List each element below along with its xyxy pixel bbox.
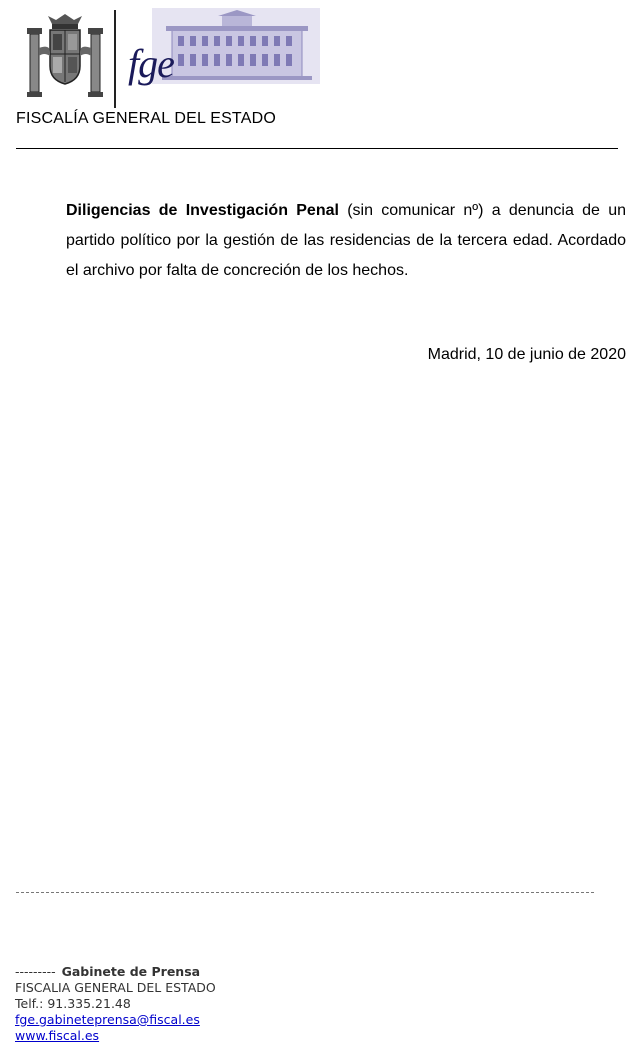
fge-logo-text: fge bbox=[128, 41, 174, 86]
body-text: (sin comunicar nº) a denuncia de un partido político por la gestión de las residencias de la tercera edad. Acordado el archivo por falta de concreción de los hechos. bbox=[66, 202, 626, 279]
footer-department: Gabinete de Prensa bbox=[61, 964, 201, 979]
header-divider bbox=[16, 148, 618, 149]
footer-divider bbox=[16, 892, 594, 893]
coat-of-arms-icon bbox=[22, 14, 108, 104]
body-bold-lead: Diligencias de Investigación Penal bbox=[66, 202, 339, 219]
footer-website-link[interactable]: www.fiscal.es bbox=[15, 1028, 100, 1043]
footer-phone: Telf.: 91.335.21.48 bbox=[15, 996, 131, 1011]
footer-dashes: --------- bbox=[15, 964, 56, 979]
footer-contact bbox=[15, 964, 216, 1044]
press-release-body bbox=[66, 196, 626, 286]
footer-department-line bbox=[15, 964, 216, 980]
building-icon bbox=[152, 8, 320, 84]
footer-email-link[interactable]: fge.gabineteprensa@fiscal.es bbox=[15, 1012, 200, 1027]
logo-divider bbox=[114, 10, 116, 108]
org-title: FISCALÍA GENERAL DEL ESTADO bbox=[16, 110, 276, 127]
header-logo bbox=[16, 6, 328, 110]
footer-org: FISCALIA GENERAL DEL ESTADO bbox=[15, 980, 216, 995]
date-line: Madrid, 10 de junio de 2020 bbox=[427, 346, 626, 363]
